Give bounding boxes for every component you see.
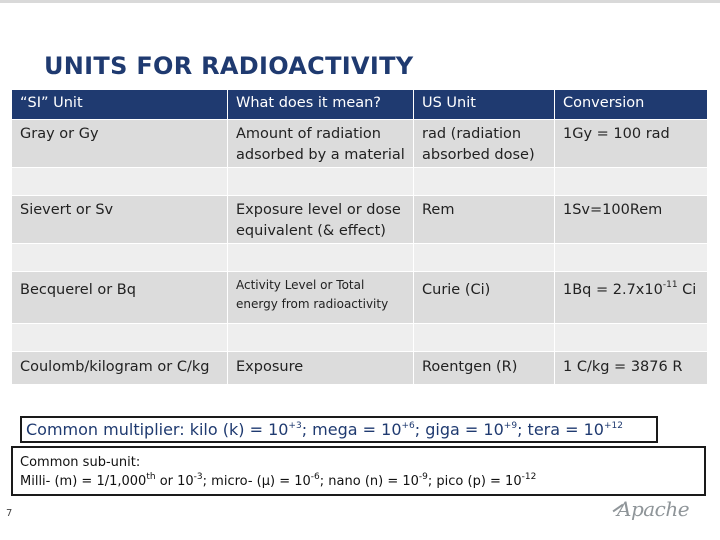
cell-meaning: Amount of radiation adsorbed by a material — [228, 120, 414, 168]
table-row-gray — [12, 120, 708, 168]
table-spacer-row — [12, 244, 708, 272]
subunit-box — [11, 446, 706, 496]
table-row-sievert — [12, 196, 708, 244]
page-number: 7 — [6, 508, 13, 519]
table-header-row — [12, 90, 708, 120]
multiplier-box: Common multiplier: kilo $(k) = 10^{+3}$; mega = $10^{+6}$; giga = $10^{+9}$; tera = $10^{+12}$ — [20, 416, 658, 443]
cell-meaning: Exposure — [228, 352, 414, 385]
cell-meaning: Exposure level or dose equivalent (& effect) — [228, 196, 414, 244]
header-si-unit: “SI” Unit — [12, 90, 228, 120]
cell-conversion: $1Bq = 2.7x10^{-11}$ Ci — [555, 272, 708, 324]
cell-us-unit: rad (radiation absorbed dose) — [414, 120, 555, 168]
table-spacer-row — [12, 168, 708, 196]
cell-si-unit: Becquerel or Bq — [12, 272, 228, 324]
header-meaning: What does it mean? — [228, 90, 414, 120]
table-row-coulomb — [12, 352, 708, 385]
apache-logo: Apache — [617, 497, 690, 521]
cell-conversion: 1Sv=100Rem — [555, 196, 708, 244]
subunit-heading: Common sub-unit: — [20, 455, 141, 470]
cell-us-unit: Roentgen (R) — [414, 352, 555, 385]
header-conversion: Conversion — [555, 90, 708, 120]
top-rule — [0, 0, 720, 3]
slide-title: UNITS FOR RADIOACTIVITY — [44, 52, 414, 80]
table-spacer-row — [12, 324, 708, 352]
cell-si-unit: Gray or Gy — [12, 120, 228, 168]
cell-conversion: 1 C/kg = 3876 R — [555, 352, 708, 385]
subunit-values: Milli- (m) = 1/1,000th or $10^{-3}$; micro- $(\mu) = 10^{-6}$; nano $(n) = 10^{-9}$; pico $(p) = 10^{-12}$ — [20, 471, 537, 489]
header-us-unit: US Unit — [414, 90, 555, 120]
cell-conversion: 1Gy = 100 rad — [555, 120, 708, 168]
cell-si-unit: Sievert or Sv — [12, 196, 228, 244]
units-table — [11, 89, 708, 385]
cell-meaning: Activity Level or Total energy from radioactivity — [228, 272, 414, 324]
cell-us-unit: Curie (Ci) — [414, 272, 555, 324]
cell-si-unit: Coulomb/kilogram or C/kg — [12, 352, 228, 385]
table-row-becquerel — [12, 272, 708, 324]
cell-us-unit: Rem — [414, 196, 555, 244]
